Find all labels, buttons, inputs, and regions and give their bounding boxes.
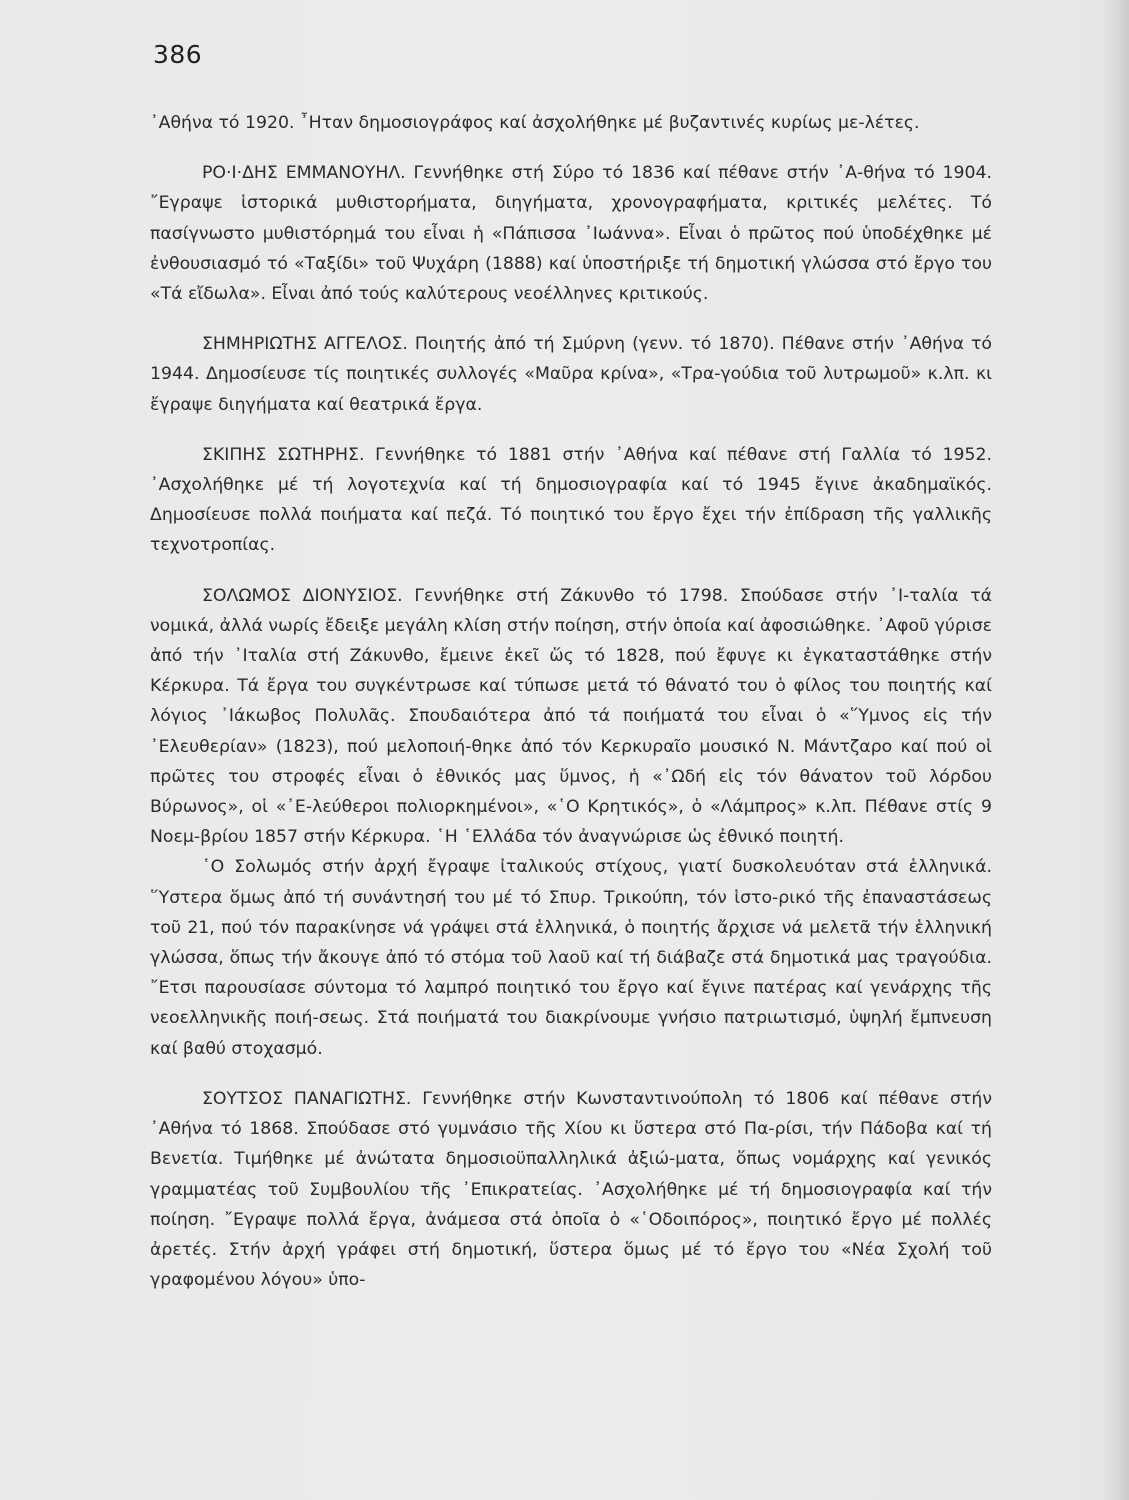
paragraph-athens-1920: ᾿Αθήνα τό 1920. ῏Ηταν δημοσιογράφος καί ἀσχολήθηκε μέ βυζαντινές κυρίως με-λέτες. (150, 113, 920, 133)
entry-simiriotis: ΣΗΜΗΡΙΩΤΗΣ ΑΓΓΕΛΟΣ. Ποιητής ἀπό τή Σμύρνη (γενν. τό 1870). Πέθανε στήν ᾿Αθήνα τό 1944. Δημοσίευσε τίς ποιητικές συλλογές «Μαῦρα κρίνα», «Τρα-γούδια τοῦ λυτρωμοῦ» κ.λπ. κι ἔγραψε διηγήματα καί θεατρικά ἔργα. (150, 334, 992, 415)
page-edge-shadow (1101, 0, 1129, 1500)
entry-solomos: ΣΟΛΩΜΟΣ ΔΙΟΝΥΣΙΟΣ. Γεννήθηκε στή Ζάκυνθο τό 1798. Σπούδασε στήν ᾿Ι-ταλία τά νομικά, ἀλλά νωρίς ἔδειξε μεγάλη κλίση στήν ποίηση, στήν ὁποία καί ἀφοσιώθηκε. ᾿Αφοῦ γύρισε ἀπό τήν ᾿Ιταλία στή Ζάκυνθο, ἔμεινε ἐκεῖ ὥς τό 1828, πού ἔφυγε κι ἐγκαταστάθηκε στήν Κέρκυρα. Τά ἔργα του συγκέντρωσε καί τύπωσε μετά τό θάνατό του ὁ φίλος του ποιητής καί λόγιος ᾿Ιάκωβος Πολυλᾶς. Σπουδαιότερα ἀπό τά ποιήματά του εἶναι ὁ «῞Υμνος εἰς τήν ᾿Ελευθερίαν» (1823), πού μελοποιή-θηκε ἀπό τόν Κερκυραῖο μουσικό Ν. Μάντζαρο καί πού οἱ πρῶτες του στροφές εἶναι ὁ ἐθνικός μας ὕμνος, ἡ «᾿Ωδή εἰς τόν θάνατον τοῦ λόρδου Βύρωνος», οἱ «᾿Ε-λεύθεροι πολιορκημένοι», «῾Ο Κρητικός», ὁ «Λάμπρος» κ.λπ. Πέθανε στίς 9 Νοεμ-βρίου 1857 στήν Κέρκυρα. ῾Η ῾Ελλάδα τόν ἀναγνώρισε ὡς ἐθνικό ποιητή. (150, 585, 992, 848)
paragraph-solomos-continued: ῾Ο Σολωμός στήν ἀρχή ἔγραψε ἰταλικούς στίχους, γιατί δυσκολευόταν στά ἑλληνικά. ῞Υστερα ὅμως ἀπό τή συνάντησή του μέ τό Σπυρ. Τρικούπη, τόν ἱστο-ρικό τῆς ἐπαναστάσεως τοῦ 21, πού τόν παρακίνησε νά γράψει στά ἑλληνικά, ὁ ποιητής ἄρχισε νά μελετᾶ τήν ἑλληνική γλώσσα, ὅπως τήν ἄκουγε ἀπό τό στόμα τοῦ λαοῦ καί τή διάβαζε στά δημοτικά μας τραγούδια. ῎Ετσι παρουσίασε σύντομα τό λαμπρό ποιητικό του ἔργο καί ἔγινε πατέρας καί γενάρχης τῆς νεοελληνικῆς ποιή-σεως. Στά ποιήματά του διακρίνουμε γνήσιο πατριωτισμό, ὑψηλή ἔμπνευση καί βαθύ στοχασμό. (150, 857, 992, 1059)
entry-skipis: ΣΚΙΠΗΣ ΣΩΤΗΡΗΣ. Γεννήθηκε τό 1881 στήν ᾿Αθήνα καί πέθανε στή Γαλλία τό 1952. ᾿Ασχολήθηκε μέ τή λογοτεχνία καί τή δημοσιογραφία καί τό 1945 ἔγινε ἀκαδημαϊκός. Δημοσίευσε πολλά ποιήματα καί πεζά. Τό ποιητικό του ἔργο ἔχει τήν ἐπίδραση τῆς γαλλικῆς τεχνοτροπίας. (150, 444, 992, 556)
body-text (150, 108, 992, 1295)
entry-soutsos: ΣΟΥΤΣΟΣ ΠΑΝΑΓΙΩΤΗΣ. Γεννήθηκε στήν Κωνσταντινούπολη τό 1806 καί πέθανε στήν ᾿Αθήνα τό 1868. Σπούδασε στό γυμνάσιο τῆς Χίου κι ὕστερα στό Πα-ρίσι, τήν Πάδοβα καί τή Βενετία. Τιμήθηκε μέ ἀνώτατα δημοσιοϋπαλληλικά ἀξιώ-ματα, ὅπως νομάρχης καί γενικός γραμματέας τοῦ Συμβουλίου τῆς ᾿Επικρατείας. ᾿Ασχολήθηκε μέ τή δημοσιογραφία καί τήν ποίηση. ῎Εγραψε πολλά ἔργα, ἀνάμεσα στά ὁποῖα ὁ «῾Οδοιπόρος», ποιητικό ἔργο μέ πολλές ἀρετές. Στήν ἀρχή γράφει στή δημοτική, ὕστερα ὅμως μέ τό ἔργο του «Νέα Σχολή τοῦ γραφομένου λόγου» ὑπο- (150, 1088, 992, 1291)
entry-roidis: ΡΟ·Ι·ΔΗΣ ΕΜΜΑΝΟΥΗΛ. Γεννήθηκε στή Σύρο τό 1836 καί πέθανε στήν ᾿Α-θήνα τό 1904. ῎Εγραψε ἱστορικά μυθιστορήματα, διηγήματα, χρονογραφήματα, κριτικές μελέτες. Τό πασίγνωστο μυθιστόρημά του εἶναι ἡ «Πάπισσα ᾿Ιωάννα». Εἶναι ὁ πρῶτος πού ὑποδέχθηκε μέ ἐνθουσιασμό τό «Ταξίδι» τοῦ Ψυχάρη (1888) καί ὑποστήριξε τή δημοτική γλώσσα στό ἔργο του «Τά εἴδωλα». Εἶναι ἀπό τούς καλύτερους νεοέλληνες κριτικούς. (150, 163, 992, 305)
page-number: 386 (153, 40, 203, 69)
